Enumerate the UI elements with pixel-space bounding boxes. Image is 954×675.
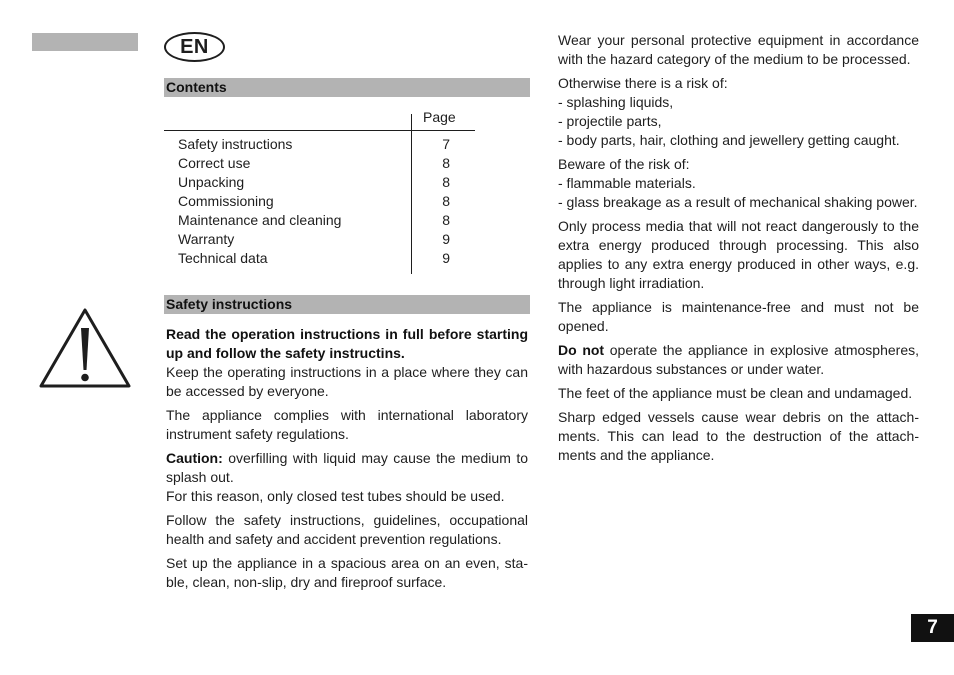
risk-item: - splashing liquids,	[558, 94, 674, 110]
safety-intro-text: Keep the operating instructions in a place where they can be accessed by everyone.	[166, 364, 528, 399]
safety-intro-bold: Read the operation instructions in full before starting up and follow the safety instructins.	[166, 326, 528, 361]
page-number: 7	[911, 614, 954, 642]
toc-entry-label: Technical data	[178, 250, 268, 266]
toc-entry-label: Maintenance and cleaning	[178, 212, 342, 228]
toc-row	[178, 135, 450, 154]
contents-heading: Contents	[164, 78, 530, 97]
risk-intro: Otherwise there is a risk of:	[558, 75, 728, 91]
compliance-paragraph: The appliance complies with international laboratory instrument safety regulations.	[166, 407, 528, 442]
caution-paragraph	[166, 449, 528, 506]
beware-item: - glass breakage as a result of mechanical shaking power.	[558, 194, 918, 210]
maintenance-paragraph: The appliance is maintenance-free and must not be opened.	[558, 299, 919, 334]
toc-entry-page: 8	[442, 212, 450, 228]
safety-instructions-column	[166, 325, 528, 597]
risk-item: - projectile parts,	[558, 113, 662, 129]
toc-row	[178, 230, 450, 249]
toc-row	[178, 173, 450, 192]
toc-entry-page: 8	[442, 193, 450, 209]
caution-text: overfilling with liquid may cause the medium to splash out.	[166, 450, 528, 485]
follow-regulations-paragraph: Follow the safety instructions, guidelines, occupational health and safety and accident prevention regulations.	[166, 512, 528, 547]
toc-row	[178, 249, 450, 268]
toc-entry-page: 8	[442, 174, 450, 190]
caution-label: Caution:	[166, 450, 223, 466]
caution-followup: For this reason, only closed test tubes should be used.	[166, 488, 505, 504]
toc-row	[178, 211, 450, 230]
feet-paragraph: The feet of the appliance must be clean and undamaged.	[558, 385, 913, 401]
toc-entry-page: 9	[442, 250, 450, 266]
toc-row	[178, 192, 450, 211]
safety-heading: Safety instructions	[164, 295, 530, 314]
language-badge: EN	[164, 32, 225, 62]
risk-item: - body parts, hair, clothing and jewellery getting caught.	[558, 132, 900, 148]
ppe-paragraph: Wear your personal protective equipment in accordance with the hazard category of the medium to be processed.	[558, 32, 919, 67]
toc-entry-label: Commissioning	[178, 193, 274, 209]
toc-entry-label: Unpacking	[178, 174, 245, 190]
safety-intro-paragraph	[166, 325, 528, 401]
right-column	[558, 31, 919, 470]
process-media-paragraph: Only process media that will not react dangerously to the extra energy produced through processing. This also applies to any extra energy produced in other ways, e.g. through light irradiation.	[558, 218, 919, 291]
toc-horizontal-divider	[164, 130, 475, 131]
beware-paragraph	[558, 155, 919, 212]
header-gray-bar	[32, 33, 138, 51]
beware-item: - flammable materials.	[558, 175, 696, 191]
toc-entry-page: 8	[442, 155, 450, 171]
warning-triangle-icon	[38, 306, 132, 390]
toc-row	[178, 154, 450, 173]
toc-entry-page: 7	[442, 136, 450, 152]
do-not-paragraph	[558, 341, 919, 379]
toc-entry-page: 9	[442, 231, 450, 247]
beware-intro: Beware of the risk of:	[558, 156, 690, 172]
toc-entry-label: Correct use	[178, 155, 251, 171]
toc-page-column-label: Page	[423, 109, 456, 125]
toc-list	[178, 135, 450, 268]
setup-paragraph: Set up the appliance in a spacious area on an even, sta-ble, clean, non-slip, dry and fireproof surface.	[166, 555, 528, 590]
toc-entry-label: Safety instructions	[178, 136, 293, 152]
sharp-vessels-paragraph: Sharp edged vessels cause wear debris on the attach-ments. This can lead to the destruction of the attach-ments and the appliance.	[558, 409, 919, 463]
toc-entry-label: Warranty	[178, 231, 235, 247]
risk-paragraph	[558, 74, 919, 150]
do-not-label: Do not	[558, 342, 605, 358]
do-not-text: operate the appliance in explosive atmospheres, with hazardous substances or under water.	[558, 342, 919, 377]
